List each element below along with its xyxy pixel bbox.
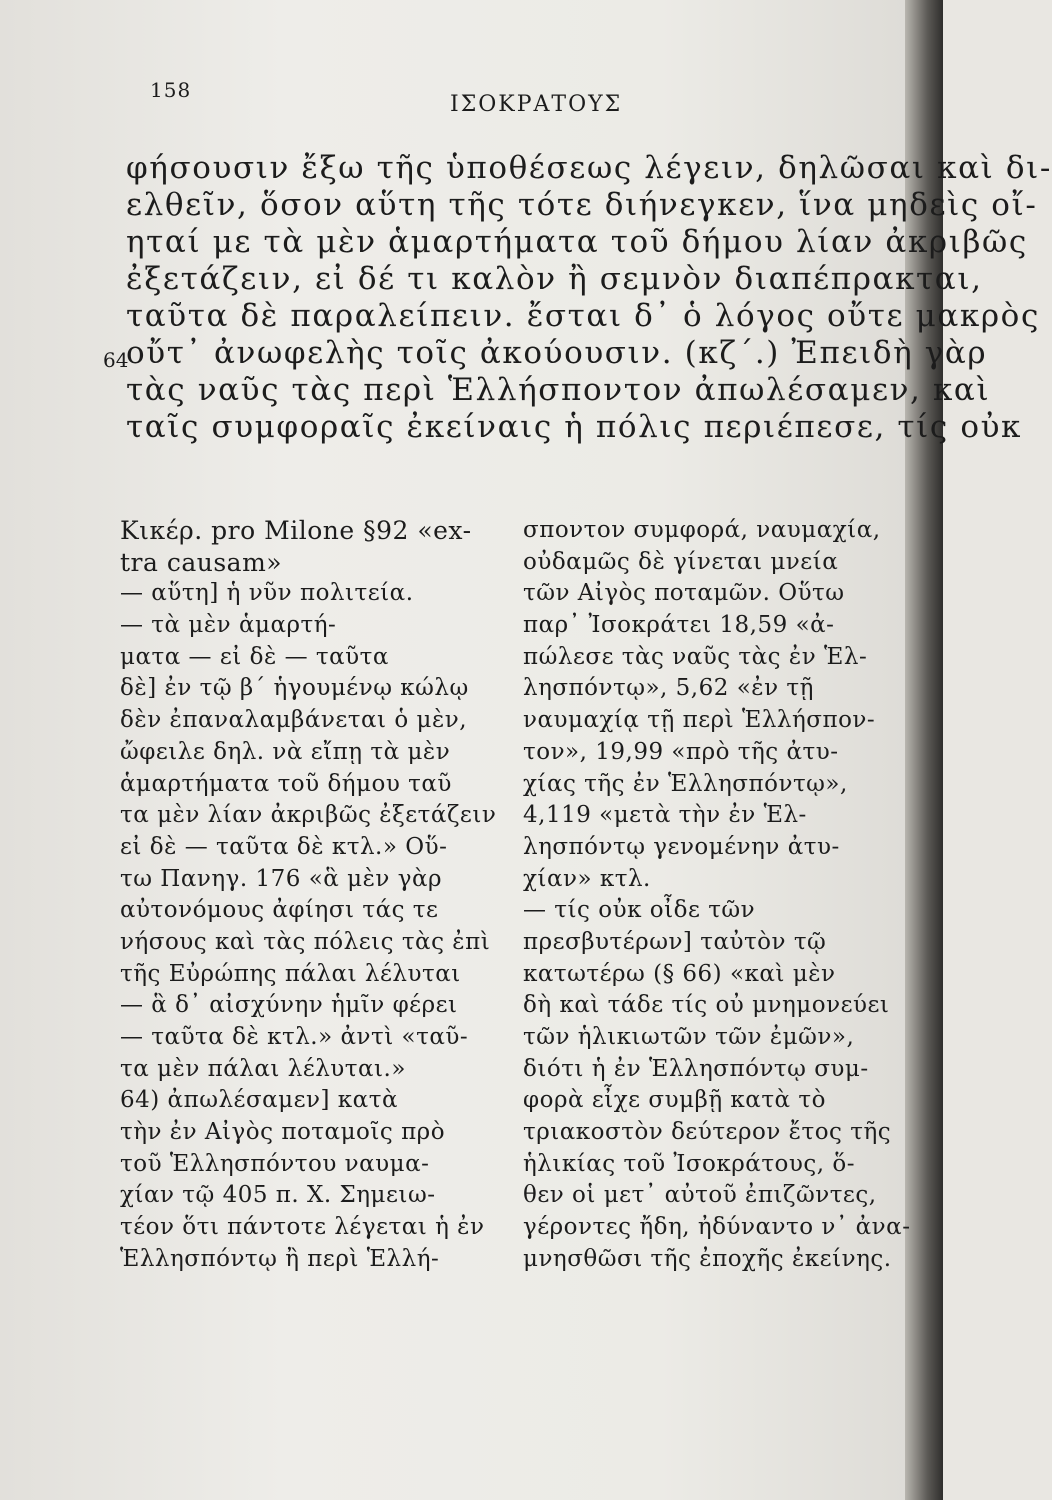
- note-line-right: παρ᾿ Ἰσοκράτει 18,59 «ἀ-: [523, 612, 835, 639]
- note-line-left: — ταῦτα δὲ κτλ.» ἀντὶ «ταῦ-: [120, 1024, 469, 1050]
- note-line-left: τοῦ Ἑλλησπόντου ναυμα-: [120, 1150, 430, 1177]
- note-line-left: ὤφειλε δηλ. νὰ εἴπῃ τὰ μὲν: [120, 738, 451, 765]
- note-line-left: τα μὲν λίαν ἀκριβῶς ἐξετάζειν: [120, 802, 497, 829]
- note-line-right: κατωτέρω (§ 66) «καὶ μὲν: [523, 960, 836, 987]
- note-line-left: εἰ δὲ — ταῦτα δὲ κτλ.» Οὕ-: [120, 833, 448, 860]
- notes-right-column: [523, 515, 911, 1276]
- main-text-line: ταῦτα δὲ παραλείπειν. ἔσται δ᾿ ὁ λόγος οὔτε μακρὸς: [126, 298, 1040, 334]
- note-line-right: χίας τῆς ἐν Ἑλλησπόντῳ»,: [523, 770, 848, 797]
- note-line-left: τὴν ἐν Αἰγὸς ποταμοῖς πρὸ: [120, 1119, 446, 1146]
- note-line-left: αὐτονόμους ἀφίησι τάς τε: [120, 897, 439, 924]
- note-line-right: ναυμαχίᾳ τῇ περὶ Ἑλλήσπον-: [523, 707, 876, 734]
- main-text-line: οὔτ᾿ ἀνωφελὴς τοῖς ἀκούουσιν. (κζ΄.) Ἐπειδὴ γὰρ: [126, 335, 988, 371]
- note-line-right: χίαν» κτλ.: [523, 865, 651, 892]
- main-text-line: ηταί με τὰ μὲν ἁμαρτήματα τοῦ δήμου λίαν ἀκριβῶς: [126, 224, 1028, 260]
- margin-section-number: 64: [103, 348, 129, 372]
- main-text-line: ελθεῖν, ὅσον αὕτη τῆς τότε διήνεγκεν, ἵνα μηδεὶς οἴ-: [126, 187, 1038, 223]
- note-line-right: λησπόντῳ γενομένην ἀτυ-: [523, 833, 840, 860]
- note-line-left: δὲ] ἐν τῷ β΄ ἡγουμένῳ κώλῳ: [120, 675, 469, 702]
- main-text-line: ἐξετάζειν, εἰ δέ τι καλὸν ἢ σεμνὸν διαπέπρακται,: [126, 261, 983, 297]
- note-line-right: τριακοστὸν δεύτερον ἔτος τῆς: [523, 1119, 892, 1146]
- notes-left-column: [120, 515, 505, 1276]
- note-line-left: 64) ἀπωλέσαμεν] κατὰ: [120, 1087, 398, 1114]
- note-line-right: φορὰ εἶχε συμβῇ κατὰ τὸ: [523, 1087, 826, 1114]
- note-line-right: τῶν ἡλικιωτῶν τῶν ἐμῶν»,: [523, 1024, 855, 1050]
- note-line-left: ματα — εἰ δὲ — ταῦτα: [120, 643, 389, 670]
- main-text-block: [126, 150, 1052, 446]
- note-line-right: 4,119 «μετὰ τὴν ἐν Ἑλ-: [523, 802, 807, 829]
- note-line-left: τῆς Εὐρώπης πάλαι λέλυται: [120, 960, 461, 987]
- note-line-left: Κικέρ. pro Milone §92 «ex-: [120, 516, 472, 545]
- main-text-line: φήσουσιν ἔξω τῆς ὑποθέσεως λέγειν, δηλῶσαι καὶ δι-: [126, 150, 1052, 186]
- note-line-right: μνησθῶσι τῆς ἐποχῆς ἐκείνης.: [523, 1245, 892, 1272]
- note-line-left: tra causam»: [120, 547, 283, 577]
- note-line-left: — αὕτη] ἡ νῦν πολιτεία.: [120, 580, 414, 607]
- note-line-left: δὲν ἐπαναλαμβάνεται ὁ μὲν,: [120, 707, 468, 734]
- note-line-right: οὐδαμῶς δὲ γίνεται μνεία: [523, 548, 839, 575]
- note-line-right: πρεσβυτέρων] ταὐτὸν τῷ: [523, 928, 827, 955]
- note-line-left: χίαν τῷ 405 π. Χ. Σημειω-: [120, 1182, 436, 1209]
- note-line-right: θεν οἱ μετ᾿ αὐτοῦ ἐπιζῶντες,: [523, 1182, 877, 1209]
- running-head: ΙΣΟΚΡΑΤΟΥΣ: [450, 92, 623, 117]
- note-line-right: διότι ἡ ἐν Ἑλλησπόντῳ συμ-: [523, 1055, 869, 1082]
- main-text-line: ταῖς συμφοραῖς ἐκείναις ἡ πόλις περιέπεσε, τίς οὐκ: [126, 409, 1023, 445]
- note-line-left: Ἑλλησπόντῳ ἢ περὶ Ἑλλή-: [120, 1245, 440, 1272]
- note-line-right: δὴ καὶ τάδε τίς οὐ μνημονεύει: [523, 992, 890, 1019]
- note-line-right: τῶν Αἰγὸς ποταμῶν. Οὕτω: [523, 580, 845, 607]
- note-line-left: — ἃ δ᾿ αἰσχύνην ἡμῖν φέρει: [120, 992, 458, 1019]
- note-line-right: ἡλικίας τοῦ Ἰσοκράτους, ὅ-: [523, 1150, 855, 1177]
- note-line-left: — τὰ μὲν ἁμαρτή-: [120, 612, 337, 639]
- note-line-right: πώλεσε τὰς ναῦς τὰς ἐν Ἑλ-: [523, 643, 868, 670]
- note-line-left: νήσους καὶ τὰς πόλεις τὰς ἐπὶ: [120, 928, 491, 955]
- note-line-left: τω Πανηγ. 176 «ἃ μὲν γὰρ: [120, 865, 443, 892]
- note-line-right: σποντον συμφορά, ναυμαχία,: [523, 517, 881, 543]
- note-line-right: — τίς οὐκ οἶδε τῶν: [523, 897, 756, 924]
- main-text-line: τὰς ναῦς τὰς περὶ Ἑλλήσποντον ἀπωλέσαμεν, καὶ: [126, 372, 991, 408]
- note-line-right: λησπόντῳ», 5,62 «ἐν τῇ: [523, 675, 814, 702]
- note-line-left: τέον ὅτι πάντοτε λέγεται ἡ ἐν: [120, 1214, 485, 1241]
- note-line-left: τα μὲν πάλαι λέλυται.»: [120, 1055, 406, 1082]
- note-line-left: ἁμαρτήματα τοῦ δήμου ταῦ: [120, 770, 452, 797]
- note-line-right: γέροντες ἤδη, ἠδύναντο ν᾿ ἀνα-: [523, 1214, 911, 1241]
- page-number: 158: [150, 78, 192, 102]
- note-line-right: τον», 19,99 «πρὸ τῆς ἀτυ-: [523, 738, 839, 765]
